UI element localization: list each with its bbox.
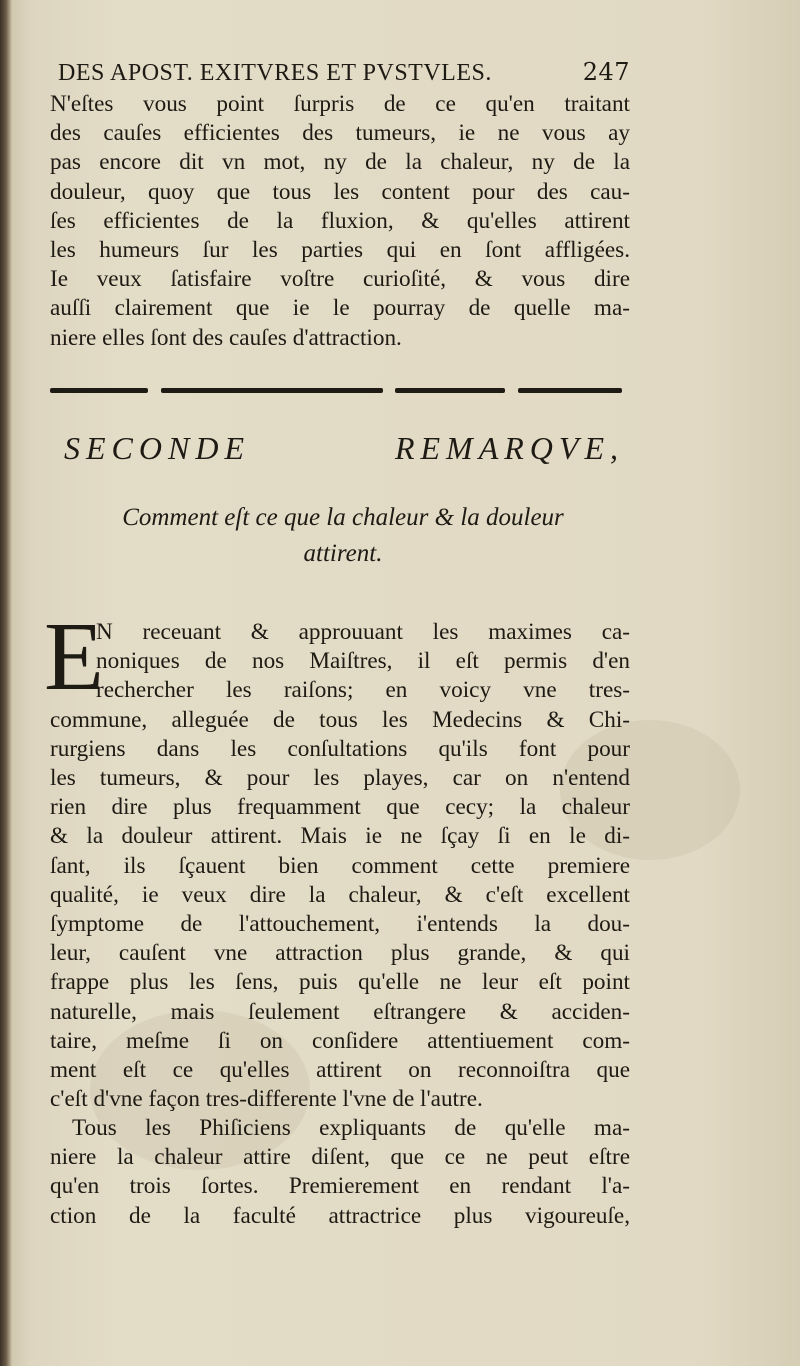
rule-segment <box>50 388 148 393</box>
running-head: DES APOST. EXITVRES ET PVSTVLES. <box>58 60 492 86</box>
text-line: ment eſt ce qu'elles attirent on reconnoiſtra que <box>50 1057 630 1084</box>
text-line: qualité, ie veux dire la chaleur, & c'eſt excellent <box>50 881 630 908</box>
subtitle-line: Comment eſt ce que la chaleur & la douleur <box>122 504 564 531</box>
section-subtitle <box>58 500 628 572</box>
text-line: pas encore dit vn mot, ny de la chaleur, ny de la <box>50 149 630 176</box>
section-title <box>64 430 624 467</box>
rule-segment <box>161 388 383 393</box>
second-paragraph <box>50 1114 630 1231</box>
text-line: noniques de nos Maiſtres, il eſt permis d'en <box>96 648 630 675</box>
subtitle-line: attirent. <box>303 540 383 567</box>
title-word: SECONDE <box>64 430 250 466</box>
text-line: leur, cauſent vne attraction plus grande, & qui <box>50 940 630 967</box>
text-line: des cauſes efficientes des tumeurs, ie ne vous ay <box>50 120 630 147</box>
text-line: commune, alleguée de tous les Medecins & Chi- <box>50 706 630 733</box>
text-line: niere elles ſont des cauſes d'attraction. <box>50 324 402 351</box>
first-paragraph <box>50 618 630 1114</box>
text-line: Tous les Phiſiciens expliquants de qu'elle ma- <box>72 1115 630 1141</box>
title-word: REMARQVE, <box>394 430 624 466</box>
text-line: N'eſtes vous point ſurpris de ce qu'en traitant <box>50 91 630 117</box>
running-header <box>58 58 630 87</box>
intro-paragraph <box>50 90 630 353</box>
text-line: ſymptome de l'attouchement, i'entends la dou- <box>50 911 630 938</box>
text-line: c'eſt d'vne façon tres-differente l'vne de l'autre. <box>50 1086 483 1113</box>
text-line: ction de la faculté attractrice plus vigoureuſe, <box>50 1202 630 1229</box>
rule-segment <box>518 388 622 393</box>
text-line: ſes efficientes de la fluxion, & qu'elles attirent <box>50 207 630 234</box>
ornamental-rule <box>50 388 622 394</box>
rule-segment <box>395 388 505 393</box>
text-line: N receuant & approuuant les maximes ca- <box>96 619 630 645</box>
text-line: niere la chaleur attire diſent, que ce ne peut eſtre <box>50 1144 630 1171</box>
page-gutter-shadow <box>0 0 12 1366</box>
text-line: rechercher les raiſons; en voicy vne tres- <box>96 677 630 704</box>
text-line: Ie veux ſatisfaire voſtre curioſité, & vous dire <box>50 266 630 293</box>
drop-capital: E <box>44 603 104 711</box>
text-line: naturelle, mais ſeulement eſtrangere & acciden- <box>50 998 630 1025</box>
text-line: les humeurs ſur les parties qui en ſont affligées. <box>50 237 630 264</box>
text-line: frappe plus les ſens, puis qu'elle ne leur eſt point <box>50 969 630 996</box>
text-line: taire, meſme ſi on conſidere attentiuement com- <box>50 1027 630 1054</box>
text-line: rien dire plus frequamment que cecy; la chaleur <box>50 794 630 821</box>
text-line: qu'en trois ſortes. Premierement en rendant l'a- <box>50 1173 630 1200</box>
text-line: & la douleur attirent. Mais ie ne ſçay ſi en le di- <box>50 823 630 850</box>
text-line: auſſi clairement que ie le pourray de quelle ma- <box>50 295 630 322</box>
text-line: rurgiens dans les conſultations qu'ils font pour <box>50 735 630 762</box>
page-number: 247 <box>582 58 630 86</box>
text-line: douleur, quoy que tous les content pour des cau- <box>50 178 630 205</box>
text-line: les tumeurs, & pour les playes, car on n'entend <box>50 765 630 792</box>
text-line: ſant, ils ſçauent bien comment cette premiere <box>50 852 630 879</box>
